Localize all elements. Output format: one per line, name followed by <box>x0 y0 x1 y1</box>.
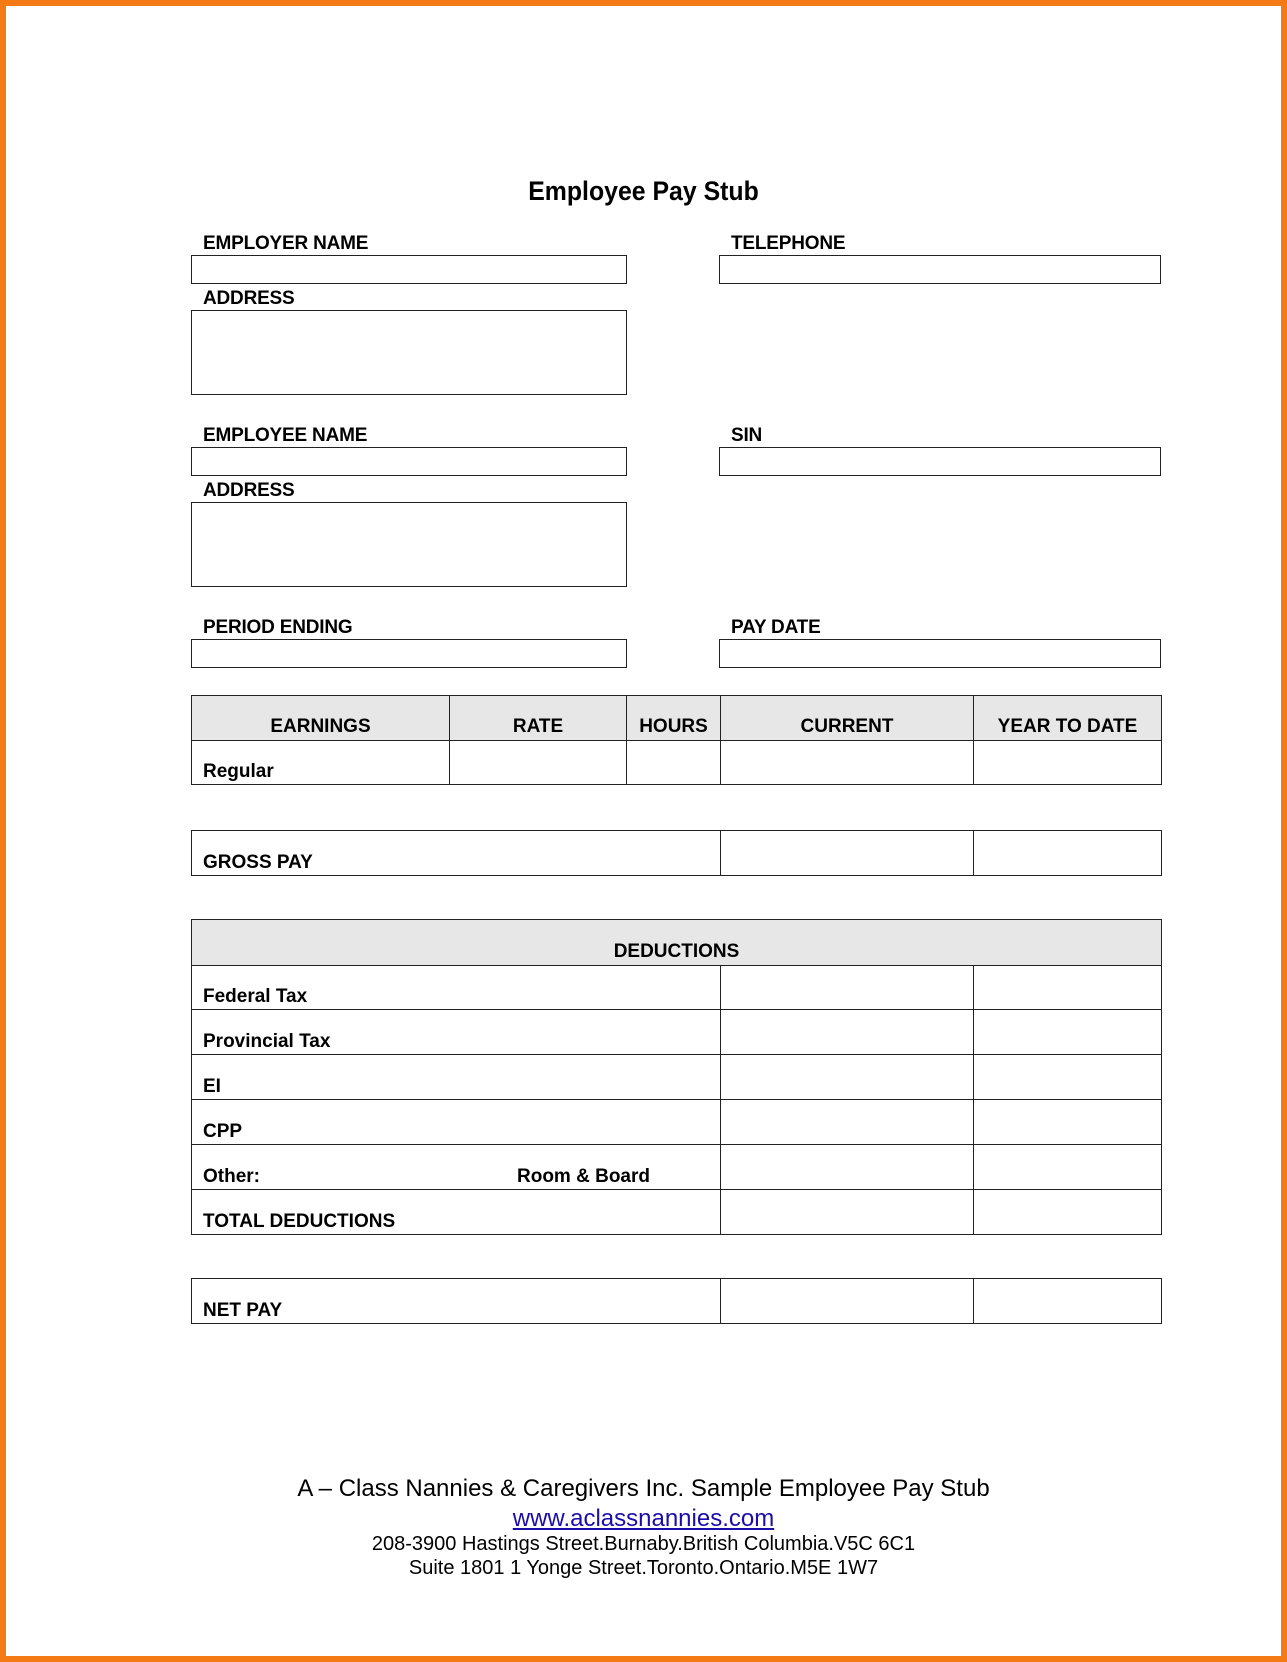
employer-address-field[interactable] <box>191 310 627 395</box>
federal-tax-ytd-cell[interactable] <box>974 966 1162 1010</box>
ei-current-cell[interactable] <box>721 1055 974 1100</box>
current-col-header: CURRENT <box>721 696 974 741</box>
cpp-ytd-cell[interactable] <box>974 1100 1162 1145</box>
provincial-tax-label: Provincial Tax <box>192 1010 721 1055</box>
employer-address-label: ADDRESS <box>203 288 295 309</box>
other-deduction-cell <box>192 1145 721 1190</box>
earnings-table <box>191 695 1162 785</box>
pay-date-label: PAY DATE <box>731 617 821 638</box>
room-and-board-label: Room & Board <box>517 1166 650 1187</box>
deductions-header: DEDUCTIONS <box>192 920 1162 966</box>
total-deductions-current-cell[interactable] <box>721 1190 974 1235</box>
regular-ytd-cell[interactable] <box>974 741 1162 785</box>
table-row <box>192 1100 1162 1145</box>
employee-address-label: ADDRESS <box>203 480 295 501</box>
regular-label: Regular <box>192 741 450 785</box>
telephone-label: TELEPHONE <box>731 233 846 254</box>
footer-address-2: Suite 1801 1 Yonge Street.Toronto.Ontario.M5E 1W7 <box>408 1557 879 1579</box>
footer-address-1: 208-3900 Hastings Street.Burnaby.British Columbia.V5C 6C1 <box>371 1533 916 1555</box>
table-row <box>192 1190 1162 1235</box>
cpp-label: CPP <box>192 1100 721 1145</box>
hours-col-header: HOURS <box>627 696 721 741</box>
table-row <box>192 741 1162 785</box>
total-deductions-label: TOTAL DEDUCTIONS <box>192 1190 721 1235</box>
rate-col-header: RATE <box>450 696 627 741</box>
page-title: Employee Pay Stub <box>528 176 759 206</box>
table-row <box>192 831 1162 876</box>
federal-tax-current-cell[interactable] <box>721 966 974 1010</box>
period-ending-label: PERIOD ENDING <box>203 617 353 638</box>
regular-current-cell[interactable] <box>721 741 974 785</box>
footer-website-link[interactable]: www.aclassnannies.com <box>512 1505 775 1532</box>
ei-ytd-cell[interactable] <box>974 1055 1162 1100</box>
other-label: Other: <box>203 1166 260 1187</box>
table-row <box>192 1055 1162 1100</box>
earnings-header-row <box>192 696 1162 741</box>
total-deductions-ytd-cell[interactable] <box>974 1190 1162 1235</box>
deductions-header-row <box>192 920 1162 966</box>
table-row <box>192 1145 1162 1190</box>
deductions-table <box>191 919 1162 1235</box>
table-row <box>192 1279 1162 1324</box>
federal-tax-label: Federal Tax <box>192 966 721 1010</box>
other-ytd-cell[interactable] <box>974 1145 1162 1190</box>
net-pay-label: NET PAY <box>192 1279 721 1324</box>
provincial-tax-current-cell[interactable] <box>721 1010 974 1055</box>
other-current-cell[interactable] <box>721 1145 974 1190</box>
ytd-col-header: YEAR TO DATE <box>974 696 1162 741</box>
net-pay-ytd-cell[interactable] <box>974 1279 1162 1324</box>
period-ending-field[interactable] <box>191 639 627 668</box>
sin-field[interactable] <box>719 447 1161 476</box>
provincial-tax-ytd-cell[interactable] <box>974 1010 1162 1055</box>
regular-hours-cell[interactable] <box>627 741 721 785</box>
gross-pay-current-cell[interactable] <box>721 831 974 876</box>
employer-name-label: EMPLOYER NAME <box>203 233 369 254</box>
employer-name-field[interactable] <box>191 255 627 284</box>
employee-address-field[interactable] <box>191 502 627 587</box>
gross-pay-table <box>191 830 1162 876</box>
ei-label: EI <box>192 1055 721 1100</box>
net-pay-current-cell[interactable] <box>721 1279 974 1324</box>
telephone-field[interactable] <box>719 255 1161 284</box>
footer-company: A – Class Nannies & Caregivers Inc. Sample Employee Pay Stub <box>297 1475 990 1502</box>
earnings-col-header: EARNINGS <box>192 696 450 741</box>
employee-name-field[interactable] <box>191 447 627 476</box>
gross-pay-label: GROSS PAY <box>192 831 721 876</box>
table-row <box>192 966 1162 1010</box>
employee-name-label: EMPLOYEE NAME <box>203 425 368 446</box>
table-row <box>192 1010 1162 1055</box>
cpp-current-cell[interactable] <box>721 1100 974 1145</box>
pay-date-field[interactable] <box>719 639 1161 668</box>
sin-label: SIN <box>731 425 763 446</box>
gross-pay-ytd-cell[interactable] <box>974 831 1162 876</box>
net-pay-table <box>191 1278 1162 1324</box>
regular-rate-cell[interactable] <box>450 741 627 785</box>
